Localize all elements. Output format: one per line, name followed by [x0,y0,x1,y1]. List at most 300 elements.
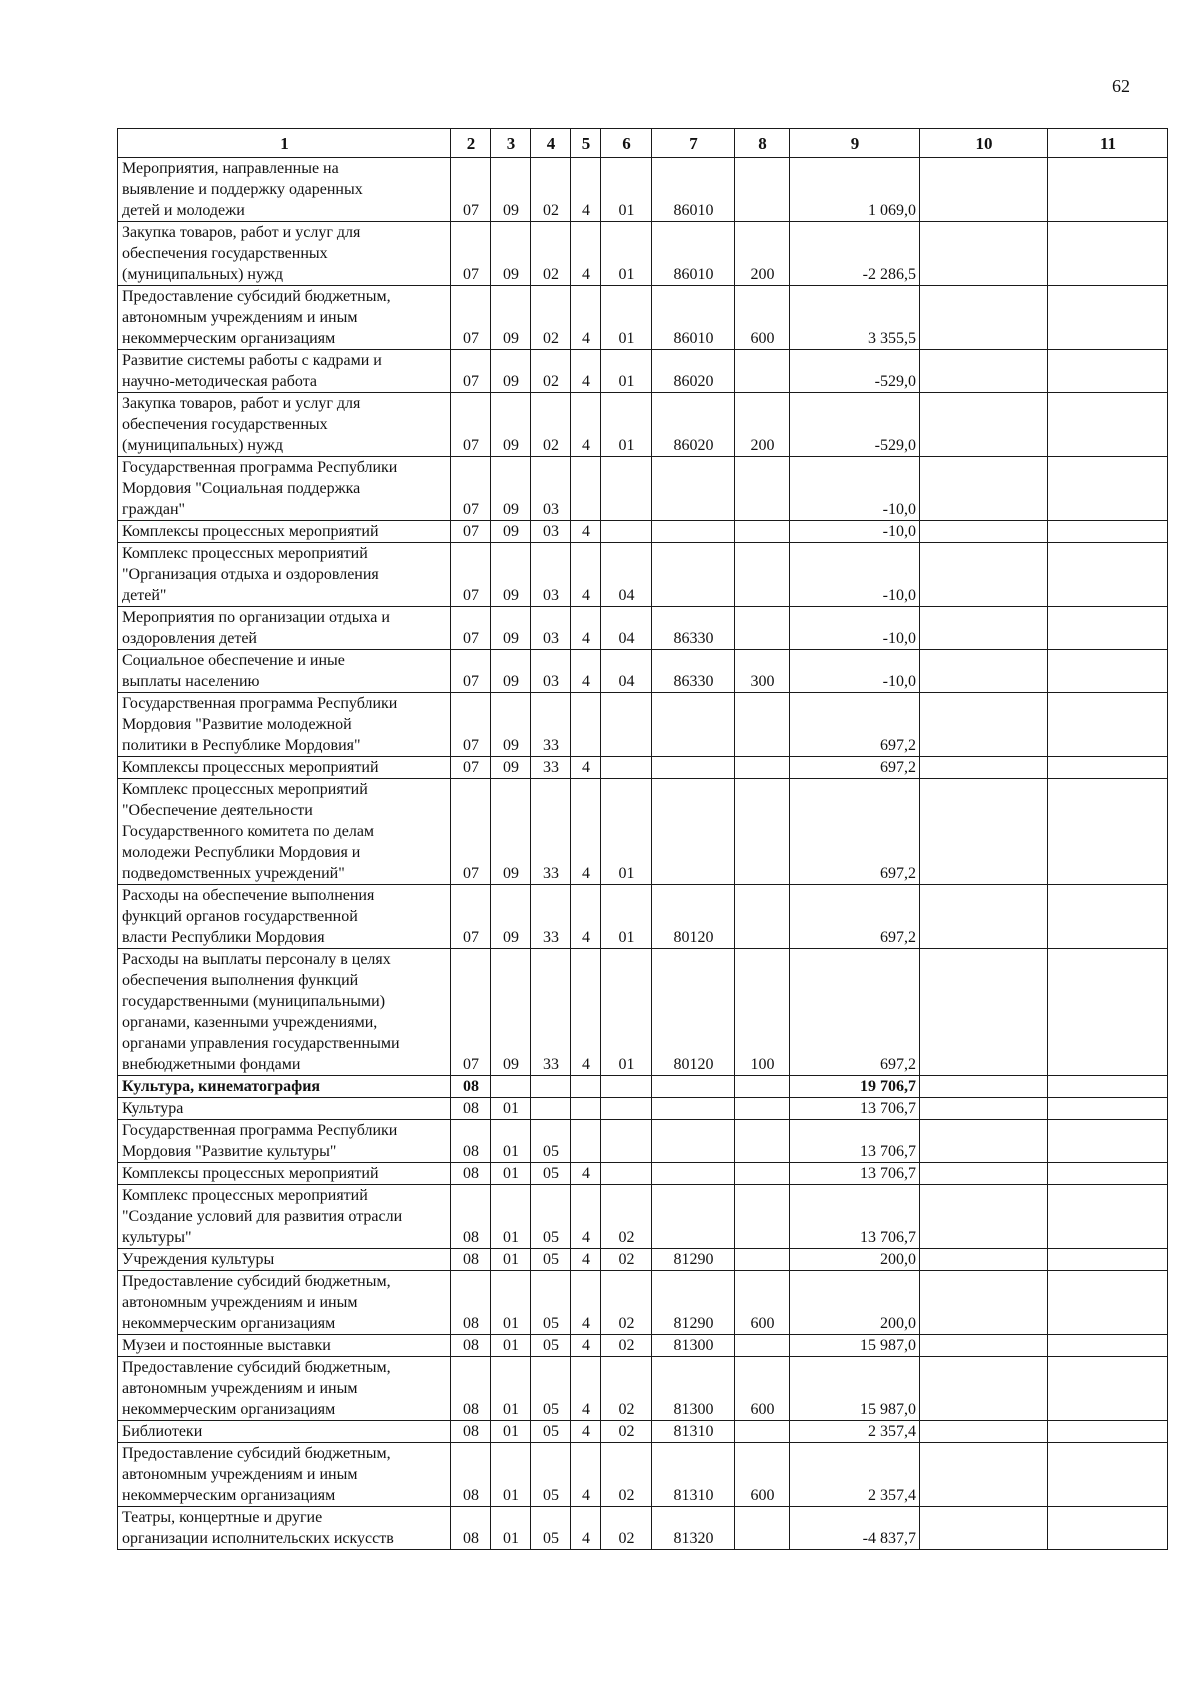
column-10 [920,949,1048,1076]
code-expense-type [735,457,790,521]
column-10 [920,1421,1048,1443]
code-section: 08 [451,1098,491,1120]
code-type: 4 [571,1443,601,1507]
code-section: 08 [451,1357,491,1421]
column-11 [1048,693,1168,757]
column-11 [1048,1076,1168,1098]
code-expense-type: 600 [735,1271,790,1335]
code-subsection: 09 [491,158,531,222]
table-body [118,158,1168,1550]
budget-table [117,128,1168,1550]
column-10 [920,1185,1048,1249]
code-section: 07 [451,885,491,949]
code-subprogram: 01 [601,350,652,393]
amount: -10,0 [790,650,920,693]
code-program: 05 [531,1335,571,1357]
column-11 [1048,757,1168,779]
code-program: 33 [531,779,571,885]
code-type: 4 [571,650,601,693]
row-name: Комплекс процессных мероприятий "Создание условий для развития отрасли культуры" [118,1185,451,1249]
amount: -10,0 [790,607,920,650]
code-direction: 80120 [652,949,735,1076]
column-11 [1048,286,1168,350]
code-subprogram [601,757,652,779]
amount: 697,2 [790,949,920,1076]
code-type: 4 [571,1271,601,1335]
page-number: 62 [1112,76,1130,96]
amount: 2 357,4 [790,1421,920,1443]
code-subprogram: 02 [601,1249,652,1271]
amount: -2 286,5 [790,222,920,286]
code-program: 02 [531,222,571,286]
column-11 [1048,1271,1168,1335]
code-subprogram: 04 [601,650,652,693]
code-direction: 81290 [652,1271,735,1335]
code-expense-type [735,1185,790,1249]
code-subprogram: 01 [601,779,652,885]
column-11 [1048,1185,1168,1249]
code-program: 03 [531,457,571,521]
table-row [118,1249,1168,1271]
table-row [118,757,1168,779]
column-11 [1048,521,1168,543]
amount: 13 706,7 [790,1185,920,1249]
code-type: 4 [571,607,601,650]
code-program: 02 [531,350,571,393]
code-expense-type [735,1249,790,1271]
code-expense-type: 600 [735,286,790,350]
code-expense-type [735,757,790,779]
row-name: Предоставление субсидий бюджетным, автономным учреждениям и иным некоммерческим организациям [118,1443,451,1507]
row-name: Расходы на выплаты персоналу в целях обеспечения выполнения функций государственными (муниципальными) органами, казенными учреждениями, органами управления государственными внебюджетными фондами [118,949,451,1076]
column-11 [1048,1335,1168,1357]
code-type: 4 [571,1249,601,1271]
code-type: 4 [571,1507,601,1550]
row-name: Государственная программа Республики Мордовия "Развитие культуры" [118,1120,451,1163]
code-subprogram: 02 [601,1507,652,1550]
code-expense-type [735,1335,790,1357]
column-10 [920,1076,1048,1098]
column-header: 4 [531,129,571,158]
column-10 [920,1443,1048,1507]
amount: -4 837,7 [790,1507,920,1550]
code-section: 08 [451,1163,491,1185]
column-10 [920,1271,1048,1335]
amount: -10,0 [790,521,920,543]
code-expense-type: 100 [735,949,790,1076]
code-section: 07 [451,543,491,607]
amount: 697,2 [790,885,920,949]
amount: 13 706,7 [790,1120,920,1163]
row-name: Закупка товаров, работ и услуг для обеспечения государственных (муниципальных) нужд [118,393,451,457]
code-direction: 81310 [652,1421,735,1443]
column-11 [1048,158,1168,222]
column-10 [920,1098,1048,1120]
table-row [118,1507,1168,1550]
code-program [531,1076,571,1098]
column-11 [1048,1098,1168,1120]
code-subprogram: 02 [601,1185,652,1249]
table-row [118,1185,1168,1249]
code-expense-type [735,607,790,650]
code-direction [652,1076,735,1098]
column-11 [1048,650,1168,693]
code-program: 05 [531,1271,571,1335]
code-program: 03 [531,543,571,607]
code-subsection: 01 [491,1357,531,1421]
code-subsection: 01 [491,1185,531,1249]
code-section: 08 [451,1185,491,1249]
amount: 3 355,5 [790,286,920,350]
code-subprogram [601,1163,652,1185]
row-name: Музеи и постоянные выставки [118,1335,451,1357]
code-program: 33 [531,949,571,1076]
row-name: Предоставление субсидий бюджетным, автономным учреждениям и иным некоммерческим организациям [118,1271,451,1335]
column-10 [920,779,1048,885]
code-program: 02 [531,286,571,350]
code-section: 07 [451,286,491,350]
column-11 [1048,1249,1168,1271]
code-program: 05 [531,1357,571,1421]
code-subprogram [601,1120,652,1163]
table-row [118,779,1168,885]
code-subsection: 09 [491,543,531,607]
column-header: 6 [601,129,652,158]
table-row [118,457,1168,521]
code-expense-type [735,1507,790,1550]
column-10 [920,1249,1048,1271]
code-program: 33 [531,757,571,779]
code-subsection: 09 [491,693,531,757]
amount: 697,2 [790,757,920,779]
code-direction: 81310 [652,1443,735,1507]
code-expense-type [735,1098,790,1120]
code-subprogram: 01 [601,158,652,222]
code-subsection: 01 [491,1421,531,1443]
amount: 200,0 [790,1249,920,1271]
code-section: 07 [451,521,491,543]
code-subprogram: 02 [601,1335,652,1357]
code-direction [652,457,735,521]
code-section: 08 [451,1507,491,1550]
table-row [118,521,1168,543]
code-subsection: 09 [491,393,531,457]
code-subprogram [601,457,652,521]
column-10 [920,1335,1048,1357]
code-subsection: 01 [491,1335,531,1357]
row-name: Комплексы процессных мероприятий [118,1163,451,1185]
row-name: Расходы на обеспечение выполнения функций органов государственной власти Республики Мордовия [118,885,451,949]
code-expense-type: 600 [735,1443,790,1507]
code-type [571,457,601,521]
code-subsection: 01 [491,1507,531,1550]
column-11 [1048,1507,1168,1550]
row-name: Культура, кинематография [118,1076,451,1098]
code-subprogram: 01 [601,393,652,457]
table-row [118,607,1168,650]
column-header: 5 [571,129,601,158]
code-direction [652,693,735,757]
code-direction: 86330 [652,607,735,650]
code-type: 4 [571,521,601,543]
column-11 [1048,949,1168,1076]
column-11 [1048,779,1168,885]
code-expense-type: 200 [735,222,790,286]
column-10 [920,650,1048,693]
code-direction: 81290 [652,1249,735,1271]
code-subsection: 09 [491,350,531,393]
column-header: 1 [118,129,451,158]
code-type [571,1120,601,1163]
code-expense-type [735,885,790,949]
code-direction: 86330 [652,650,735,693]
amount: 13 706,7 [790,1098,920,1120]
code-expense-type: 300 [735,650,790,693]
code-direction [652,1185,735,1249]
amount: 19 706,7 [790,1076,920,1098]
code-section: 07 [451,222,491,286]
code-subprogram [601,1098,652,1120]
code-type: 4 [571,1357,601,1421]
column-header: 2 [451,129,491,158]
code-subsection: 01 [491,1271,531,1335]
code-expense-type [735,350,790,393]
table-row [118,1076,1168,1098]
column-11 [1048,1443,1168,1507]
code-section: 07 [451,949,491,1076]
table-header-row [118,129,1168,158]
code-expense-type [735,1421,790,1443]
code-subprogram: 02 [601,1271,652,1335]
amount: -10,0 [790,543,920,607]
row-name: Закупка товаров, работ и услуг для обеспечения государственных (муниципальных) нужд [118,222,451,286]
column-11 [1048,885,1168,949]
code-type: 4 [571,949,601,1076]
column-11 [1048,1163,1168,1185]
code-type: 4 [571,350,601,393]
code-expense-type [735,693,790,757]
column-10 [920,1507,1048,1550]
code-section: 08 [451,1120,491,1163]
code-subsection: 09 [491,949,531,1076]
column-header: 9 [790,129,920,158]
code-direction [652,1120,735,1163]
code-subprogram: 01 [601,222,652,286]
code-subprogram: 02 [601,1421,652,1443]
column-header: 8 [735,129,790,158]
column-10 [920,286,1048,350]
code-subsection: 09 [491,885,531,949]
code-direction: 81300 [652,1335,735,1357]
amount: 2 357,4 [790,1443,920,1507]
code-expense-type [735,1120,790,1163]
code-expense-type [735,158,790,222]
column-10 [920,885,1048,949]
code-subsection: 01 [491,1098,531,1120]
code-section: 07 [451,693,491,757]
column-11 [1048,1120,1168,1163]
code-direction: 86010 [652,286,735,350]
code-direction: 81300 [652,1357,735,1421]
row-name: Учреждения культуры [118,1249,451,1271]
code-program: 05 [531,1421,571,1443]
code-program: 05 [531,1185,571,1249]
row-name: Предоставление субсидий бюджетным, автономным учреждениям и иным некоммерческим организациям [118,1357,451,1421]
column-11 [1048,607,1168,650]
row-name: Комплекс процессных мероприятий "Организация отдыха и оздоровления детей" [118,543,451,607]
row-name: Культура [118,1098,451,1120]
code-subprogram: 01 [601,286,652,350]
code-expense-type [735,521,790,543]
column-header: 3 [491,129,531,158]
row-name: Мероприятия, направленные на выявление и поддержку одаренных детей и молодежи [118,158,451,222]
code-type: 4 [571,286,601,350]
table-row [118,949,1168,1076]
code-subprogram: 01 [601,885,652,949]
table-row [118,1335,1168,1357]
code-section: 08 [451,1249,491,1271]
column-10 [920,1357,1048,1421]
column-header: 10 [920,129,1048,158]
row-name: Государственная программа Республики Мордовия "Развитие молодежной политики в Республике Мордовия" [118,693,451,757]
table-row [118,1271,1168,1335]
table-row [118,1357,1168,1421]
code-direction: 80120 [652,885,735,949]
code-type: 4 [571,393,601,457]
code-type: 4 [571,1163,601,1185]
amount: 13 706,7 [790,1163,920,1185]
code-program: 03 [531,521,571,543]
code-subsection: 09 [491,650,531,693]
row-name: Развитие системы работы с кадрами и научно-методическая работа [118,350,451,393]
code-direction [652,1098,735,1120]
row-name: Библиотеки [118,1421,451,1443]
code-section: 07 [451,393,491,457]
code-direction: 86020 [652,393,735,457]
code-subsection: 09 [491,521,531,543]
table-row [118,286,1168,350]
column-10 [920,607,1048,650]
code-expense-type: 600 [735,1357,790,1421]
code-expense-type [735,779,790,885]
code-section: 07 [451,607,491,650]
column-10 [920,222,1048,286]
table-row [118,1421,1168,1443]
amount: 1 069,0 [790,158,920,222]
code-section: 07 [451,757,491,779]
column-10 [920,693,1048,757]
row-name: Государственная программа Республики Мордовия "Социальная поддержка граждан" [118,457,451,521]
code-section: 07 [451,650,491,693]
code-direction [652,757,735,779]
code-subsection: 01 [491,1120,531,1163]
table-row [118,543,1168,607]
code-type: 4 [571,543,601,607]
code-section: 07 [451,457,491,521]
code-subsection: 09 [491,757,531,779]
column-11 [1048,1357,1168,1421]
code-direction: 86010 [652,158,735,222]
code-direction [652,779,735,885]
column-10 [920,543,1048,607]
amount: 697,2 [790,779,920,885]
code-subsection: 09 [491,779,531,885]
code-type [571,1076,601,1098]
table-row [118,393,1168,457]
code-section: 08 [451,1271,491,1335]
table-row [118,1443,1168,1507]
code-type: 4 [571,158,601,222]
column-10 [920,350,1048,393]
code-subprogram: 04 [601,607,652,650]
code-section: 07 [451,158,491,222]
table-row [118,222,1168,286]
table-row [118,350,1168,393]
column-10 [920,521,1048,543]
column-11 [1048,457,1168,521]
code-subsection: 01 [491,1163,531,1185]
code-subsection [491,1076,531,1098]
table-row [118,1163,1168,1185]
table-row [118,1098,1168,1120]
column-10 [920,1163,1048,1185]
column-10 [920,757,1048,779]
code-subsection: 09 [491,607,531,650]
table-row [118,650,1168,693]
code-subprogram [601,521,652,543]
column-header: 7 [652,129,735,158]
column-11 [1048,393,1168,457]
column-11 [1048,1421,1168,1443]
code-subprogram [601,693,652,757]
column-11 [1048,543,1168,607]
code-direction [652,1163,735,1185]
amount: 15 987,0 [790,1357,920,1421]
code-expense-type [735,543,790,607]
table-row [118,885,1168,949]
code-subprogram: 02 [601,1357,652,1421]
column-10 [920,393,1048,457]
table-row [118,158,1168,222]
code-direction: 86020 [652,350,735,393]
code-subprogram [601,1076,652,1098]
code-program: 05 [531,1163,571,1185]
code-section: 07 [451,350,491,393]
code-direction: 81320 [652,1507,735,1550]
code-section: 08 [451,1421,491,1443]
code-direction [652,521,735,543]
table-row [118,1120,1168,1163]
code-program: 33 [531,885,571,949]
code-program [531,1098,571,1120]
code-subprogram: 04 [601,543,652,607]
code-program: 33 [531,693,571,757]
code-type: 4 [571,757,601,779]
row-name: Мероприятия по организации отдыха и оздоровления детей [118,607,451,650]
code-type [571,1098,601,1120]
code-subsection: 01 [491,1443,531,1507]
code-expense-type: 200 [735,393,790,457]
column-10 [920,1120,1048,1163]
code-type: 4 [571,1421,601,1443]
code-section: 08 [451,1335,491,1357]
column-10 [920,457,1048,521]
code-type: 4 [571,885,601,949]
amount: -10,0 [790,457,920,521]
code-type [571,693,601,757]
column-10 [920,158,1048,222]
code-type: 4 [571,779,601,885]
